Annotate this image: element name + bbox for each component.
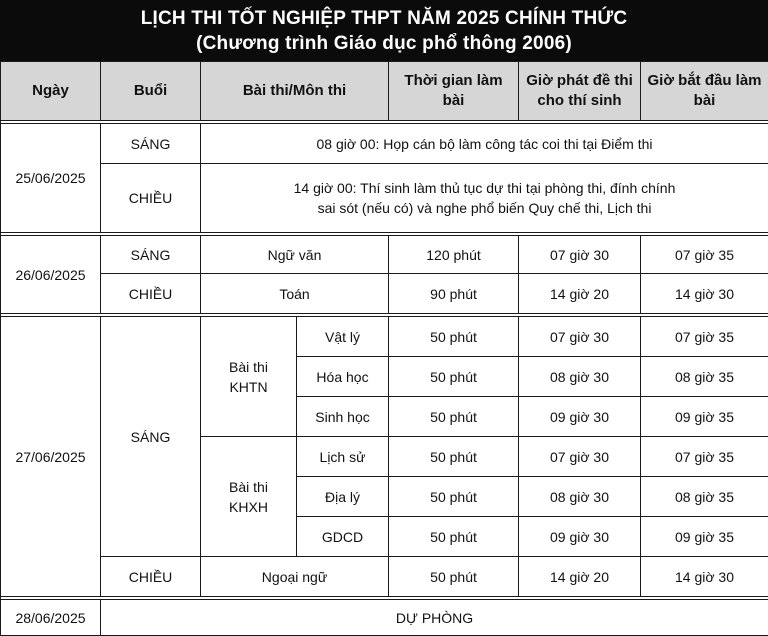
table-row [1, 557, 768, 597]
session-cell: CHIỀU [101, 557, 201, 597]
session-cell: SÁNG [101, 124, 201, 164]
duration-cell: 50 phút [389, 317, 519, 357]
header-buoi: Buổi [101, 62, 201, 121]
note-cell [201, 164, 768, 233]
session-cell: CHIỀU [101, 274, 201, 314]
header-phatde: Giờ phát đề thi cho thí sinh [519, 62, 641, 121]
start-time-cell: 07 giờ 35 [641, 236, 768, 274]
start-time-cell: 09 giờ 35 [641, 517, 768, 557]
table-row [1, 274, 768, 314]
table-row [1, 600, 768, 636]
title-line-1: LỊCH THI TỐT NGHIỆP THPT NĂM 2025 CHÍNH THỨC [141, 6, 628, 31]
subject-cell: Ngoại ngữ [201, 557, 389, 597]
note-cell: DỰ PHÒNG [101, 600, 768, 636]
note-cell: 08 giờ 00: Họp cán bộ làm công tác coi thi tại Điểm thi [201, 124, 768, 164]
duration-cell: 50 phút [389, 437, 519, 477]
handout-time-cell: 07 giờ 30 [519, 317, 641, 357]
table-row [1, 164, 768, 233]
subject-cell: Sinh học [297, 397, 389, 437]
handout-time-cell: 08 giờ 30 [519, 477, 641, 517]
duration-cell: 120 phút [389, 236, 519, 274]
group-cell-khtn [201, 317, 297, 437]
start-time-cell: 07 giờ 35 [641, 437, 768, 477]
header-mon: Bài thi/Môn thi [201, 62, 389, 121]
header-thoigian: Thời gian làm bài [389, 62, 519, 121]
header-row [1, 62, 768, 121]
note-line: sai sót (nếu có) và nghe phổ biến Quy chế thi, Lịch thi [205, 198, 764, 218]
exam-schedule-table [0, 61, 768, 636]
duration-cell: 50 phút [389, 477, 519, 517]
subject-cell: Hóa học [297, 357, 389, 397]
handout-time-cell: 09 giờ 30 [519, 517, 641, 557]
group-label: Bài thi KHXH [218, 477, 280, 517]
session-cell: CHIỀU [101, 164, 201, 233]
table-row [1, 317, 768, 357]
subject-cell: Vật lý [297, 317, 389, 357]
start-time-cell: 14 giờ 30 [641, 557, 768, 597]
subject-cell: Địa lý [297, 477, 389, 517]
handout-time-cell: 07 giờ 30 [519, 236, 641, 274]
start-time-cell: 07 giờ 35 [641, 317, 768, 357]
header-batdau: Giờ bắt đầu làm bài [641, 62, 768, 121]
handout-time-cell: 08 giờ 30 [519, 357, 641, 397]
page-title [0, 0, 768, 61]
session-cell: SÁNG [101, 236, 201, 274]
group-label: Bài thi KHTN [218, 357, 280, 397]
table-row [1, 124, 768, 164]
handout-time-cell: 07 giờ 30 [519, 437, 641, 477]
duration-cell: 50 phút [389, 517, 519, 557]
group-cell-khxh [201, 437, 297, 557]
date-cell: 28/06/2025 [1, 600, 101, 636]
note-line: 14 giờ 00: Thí sinh làm thủ tục dự thi tại phòng thi, đính chính [205, 178, 764, 198]
header-ngay: Ngày [1, 62, 101, 121]
start-time-cell: 08 giờ 35 [641, 477, 768, 517]
start-time-cell: 14 giờ 30 [641, 274, 768, 314]
subject-cell: Toán [201, 274, 389, 314]
duration-cell: 50 phút [389, 357, 519, 397]
date-cell: 26/06/2025 [1, 236, 101, 314]
subject-cell: GDCD [297, 517, 389, 557]
duration-cell: 90 phút [389, 274, 519, 314]
subject-cell: Lịch sử [297, 437, 389, 477]
duration-cell: 50 phút [389, 397, 519, 437]
title-line-2: (Chương trình Giáo dục phổ thông 2006) [196, 31, 572, 56]
handout-time-cell: 14 giờ 20 [519, 557, 641, 597]
handout-time-cell: 14 giờ 20 [519, 274, 641, 314]
date-cell: 27/06/2025 [1, 317, 101, 597]
duration-cell: 50 phút [389, 557, 519, 597]
table-row [1, 236, 768, 274]
session-cell: SÁNG [101, 317, 201, 557]
handout-time-cell: 09 giờ 30 [519, 397, 641, 437]
date-cell: 25/06/2025 [1, 124, 101, 233]
start-time-cell: 08 giờ 35 [641, 357, 768, 397]
subject-cell: Ngữ văn [201, 236, 389, 274]
start-time-cell: 09 giờ 35 [641, 397, 768, 437]
